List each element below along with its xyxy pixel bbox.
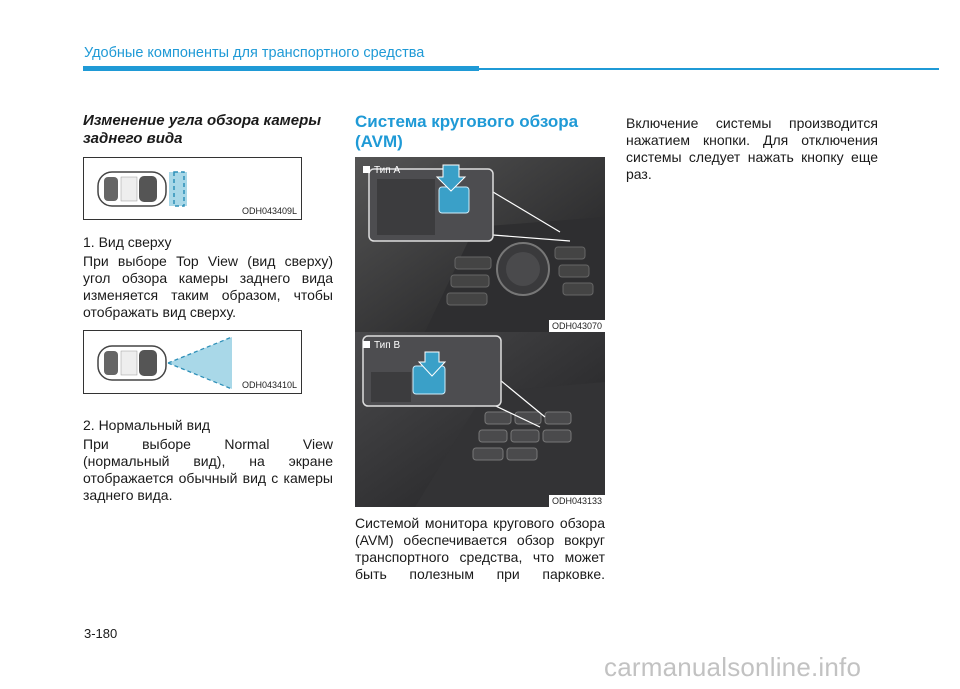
console-photo-type-b (355, 332, 605, 507)
figure-code: ODH043410L (241, 380, 297, 390)
type-b-photo (355, 332, 605, 507)
header-rule-extension (479, 68, 939, 70)
top-view-title: 1. Вид сверху (83, 234, 172, 250)
avm-description: Системой монитора кругового обзора (AVM) обеспечивается обзор вокруг транспортного средства, что может быть полезным при парковке. (355, 515, 605, 582)
type-a-photo (355, 157, 605, 332)
figure-code: ODH043409L (241, 206, 297, 216)
camera-angle-heading: Изменение угла обзора камеры заднего вида (83, 112, 322, 147)
type-a-label: Тип A (363, 165, 400, 176)
photo-code: ODH043070 (549, 320, 605, 332)
avm-activation-text: Включение системы производится нажатием кнопки. Для отключения системы следует нажать кнопку еще раз. (626, 115, 878, 182)
page-number: 3-180 (84, 626, 118, 641)
type-b-label: Тип B (363, 340, 400, 351)
watermark: carmanualsonline.info (604, 652, 862, 682)
top-view-description: При выборе Top View (вид сверху) угол обзора камеры заднего вида изменяется таким образом, чтобы отображать вид сверху. (83, 253, 333, 320)
top-view-figure (83, 157, 302, 220)
normal-view-title: 2. Нормальный вид (83, 417, 211, 433)
header-rule (83, 66, 479, 71)
console-photo-type-a (355, 157, 605, 332)
normal-view-figure (83, 330, 302, 394)
normal-view-description: При выборе Normal View (нормальный вид), на экране отображается обычный вид с камеры заднего вида. (83, 436, 333, 503)
avm-heading: Система кругового обзора (AVM) (355, 112, 579, 151)
photo-code: ODH043133 (549, 495, 605, 507)
section-header-title: Удобные компоненты для транспортного средства (84, 45, 425, 61)
